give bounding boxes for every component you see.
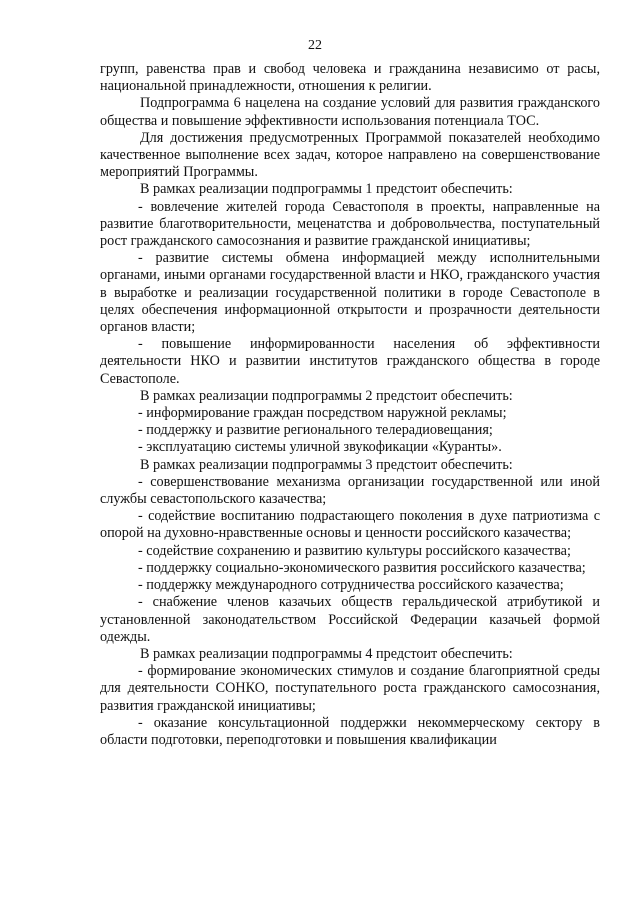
list-item: - поддержку международного сотрудничества российского казачества; (138, 577, 564, 594)
list-item: - поддержку и развитие регионального телерадиовещания; (138, 422, 493, 439)
paragraph: В рамках реализации подпрограммы 1 предстоит обеспечить: (140, 181, 513, 198)
paragraph: Подпрограмма 6 нацелена на создание условий для развития гражданского общества и повышение эффективности использования потенциала ТОС. (100, 95, 600, 129)
list-item: - поддержку социально-экономического развития российского казачества; (138, 559, 586, 576)
list-item: - содействие воспитанию подрастающего поколения в духе патриотизма с опорой на духовно-нравственные основы и ценности российского казачества; (100, 508, 600, 542)
paragraph: В рамках реализации подпрограммы 3 предстоит обеспечить: (140, 456, 513, 473)
list-item: - оказание консультационной поддержки некоммерческому сектору в области подготовки, переподготовки и повышения квалификации (100, 714, 600, 748)
list-item: - совершенствование механизма организации государственной или иной службы севастопольского казачества; (100, 473, 600, 508)
document-body (100, 61, 600, 749)
paragraph-continuation: групп, равенства прав и свобод человека и гражданина независимо от расы, национальной принадлежности, отношения к религии. (100, 61, 600, 95)
list-item: - содействие сохранению и развитию культуры российского казачества; (138, 542, 571, 559)
paragraph: В рамках реализации подпрограммы 2 предстоит обеспечить: (140, 387, 513, 404)
list-item: - эксплуатацию системы уличной звукофикации «Куранты». (138, 439, 502, 456)
list-item: - информирование граждан посредством наружной рекламы; (138, 405, 507, 422)
list-item: - снабжение членов казачьих обществ геральдической атрибутикой и установленной законодательством Российской Федерации казачьей формой одежды. (100, 594, 600, 645)
paragraph: Для достижения предусмотренных Программой показателей необходимо качественное выполнение всех задач, которое направлено на совершенствование мероприятий Программы. (100, 129, 600, 181)
list-item: - повышение информированности населения об эффективности деятельности НКО и развитии институтов гражданского общества в городе Севастополе. (100, 336, 600, 387)
paragraph: В рамках реализации подпрограммы 4 предстоит обеспечить: (140, 645, 513, 662)
list-item: - вовлечение жителей города Севастополя в проекты, направленные на развитие благотворительности, меценатства и добровольчества, поступательный рост гражданского самосознания и развитие гражданской инициативы; (100, 198, 600, 250)
list-item: - формирование экономических стимулов и создание благоприятной среды для деятельности СОНКО, поступательного роста гражданского самосознания, развития гражданской инициативы; (100, 663, 600, 714)
list-item: - развитие системы обмена информацией между исполнительными органами, иными органами государственной власти и НКО, гражданского участия в выработке и реализации государственной политики в городе Севастополе в целях обеспечения информационной открытости и прозрачности деятельности органов власти; (100, 250, 600, 336)
page-number: 22 (308, 38, 322, 53)
